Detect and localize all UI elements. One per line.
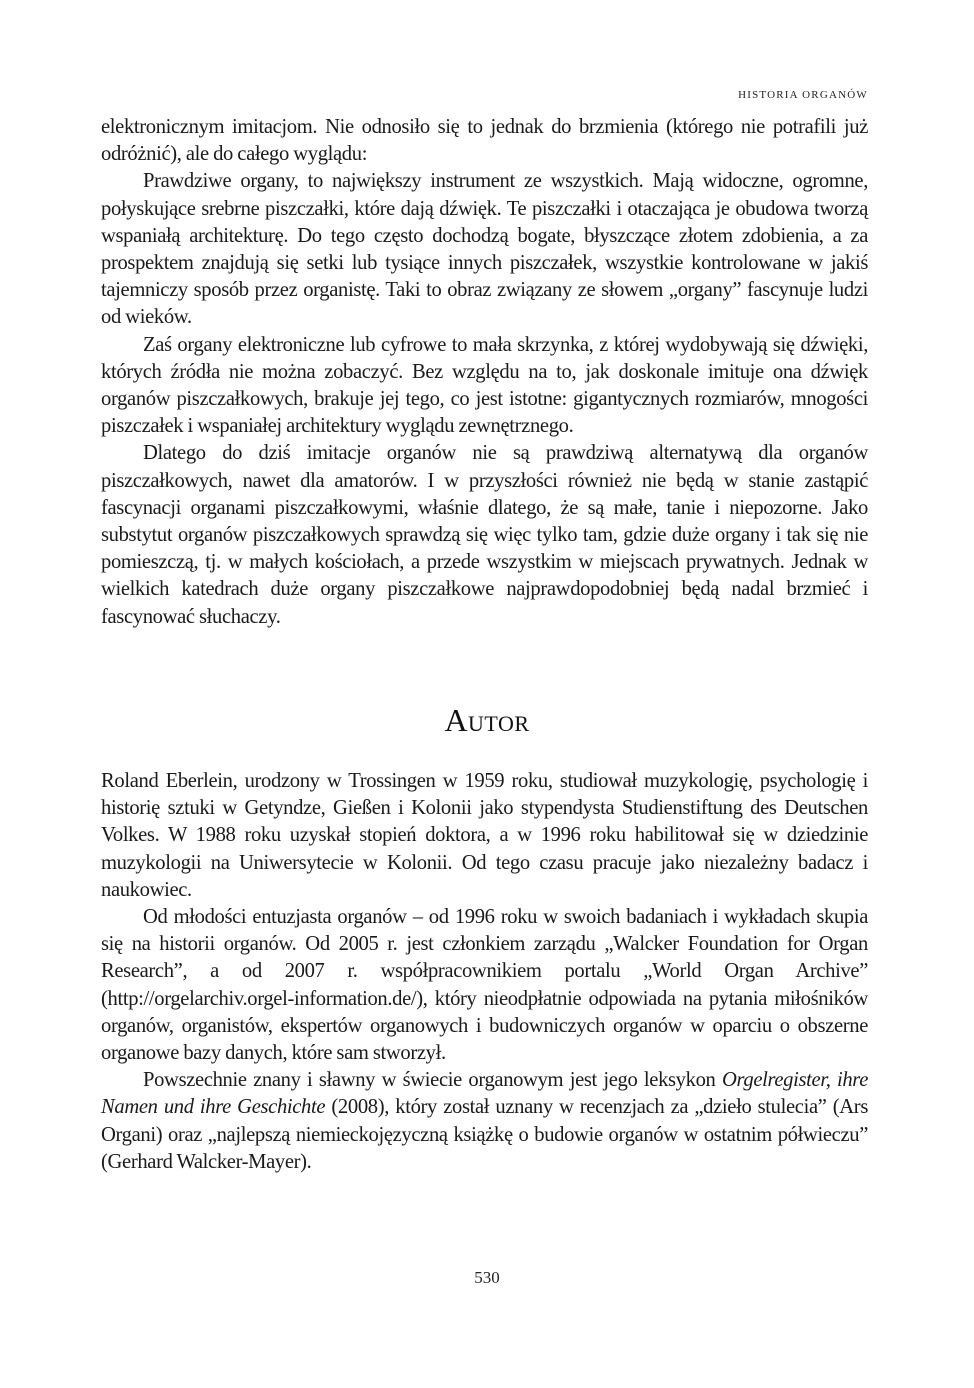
paragraph: Od młodości entuzjasta organów – od 1996 roku w swoich badaniach i wykładach skupia się na historii organów. Od 2005 r. jest członkiem zarządu „Walcker Foundation for Organ Research”, a od 2007 r. współpracownikiem portalu „World Organ Archive” (http://orgelarchiv.orgel-information.de/), który nieodpłatnie odpowiada na pytania miłośników organów, organistów, ekspertów organowych i budowniczych organów w oparciu o obszerne organowe bazy danych, które sam stworzył. xyxy=(101,906,868,1065)
text-run: Powszechnie znany i sławny w świecie organowym jest jego leksykon xyxy=(143,1069,722,1092)
running-head: HISTORIA ORGANÓW xyxy=(738,89,868,101)
paragraph: elektronicznym imitacjom. Nie odnosiło się to jednak do brzmienia (którego nie potrafili już odróżnić), ale do całego wyglądu: xyxy=(101,116,868,166)
section-author xyxy=(101,768,868,1176)
paragraph: Roland Eberlein, urodzony w Trossingen w 1959 roku, studiował muzykologię, psychologię i historię sztuki w Getyndze, Gießen i Kolonii jako stypendysta Studienstiftung des Deutschen Volkes. W 1988 roku uzyskał stopień doktora, a w 1996 roku habilitował się w dziedzinie muzykologii na Uniwersytecie w Kolonii. Od tego czasu pracuje jako niezależny badacz i naukowiec. xyxy=(101,770,868,901)
text-run: (2008), który został uznany w recenzjach za „dzieło stulecia” (Ars Organi) oraz „najlepszą niemieckojęzyczną książkę o budowie organów w ostatnim półwieczu” (Gerhard Walcker-Mayer). xyxy=(101,1096,868,1173)
paragraph xyxy=(101,1067,868,1176)
book-title: Orgelregister, ihre Namen und ihre Geschichte xyxy=(101,1069,868,1119)
section-organ-imitations xyxy=(101,114,868,631)
paragraph: Prawdziwe organy, to największy instrument ze wszystkich. Mają widoczne, ogromne, połyskujące srebrne piszczałki, które dają dźwięk. Te piszczałki i otaczająca je obudowa tworzą wspaniałą architekturę. Do tego często dochodzą bogate, błyszczące złotem zdobienia, a za prospektem znajdują się setki lub tysiące innych piszczałek, wszystkie kontrolowane w jakiś tajemniczy sposób przez organistę. Taki to obraz związany ze słowem „organy” fascynuje ludzi od wieków. xyxy=(101,170,868,329)
section-heading-author: Autor xyxy=(444,702,530,738)
paragraph: Dlatego do dziś imitacje organów nie są prawdziwą alternatywą dla organów piszczałkowych, nawet dla amatorów. I w przyszłości również nie będą w stanie zastąpić fascynacji organami piszczałkowymi, właśnie dlatego, że są małe, tanie i niepozorne. Jako substytut organów piszczałkowych sprawdzą się więc tylko tam, gdzie duże organy i tak się nie pomieszczą, tj. w małych kościołach, a przede wszystkim w miejscach prywatnych. Jednak w wielkich katedrach duże organy piszczałkowe najprawdopodobniej będą nadal brzmieć i fascynować słuchaczy. xyxy=(101,442,868,628)
paragraph: Zaś organy elektroniczne lub cyfrowe to mała skrzynka, z której wydobywają się dźwięki, których źródła nie można zobaczyć. Bez względu na to, jak doskonale imituje ona dźwięk organów piszczałkowych, brakuje jej tego, co jest istotne: gigantycznych rozmiarów, mnogości piszczałek i wspaniałej architektury wyglądu zewnętrznego. xyxy=(101,333,868,438)
page-number: 530 xyxy=(474,1268,500,1287)
